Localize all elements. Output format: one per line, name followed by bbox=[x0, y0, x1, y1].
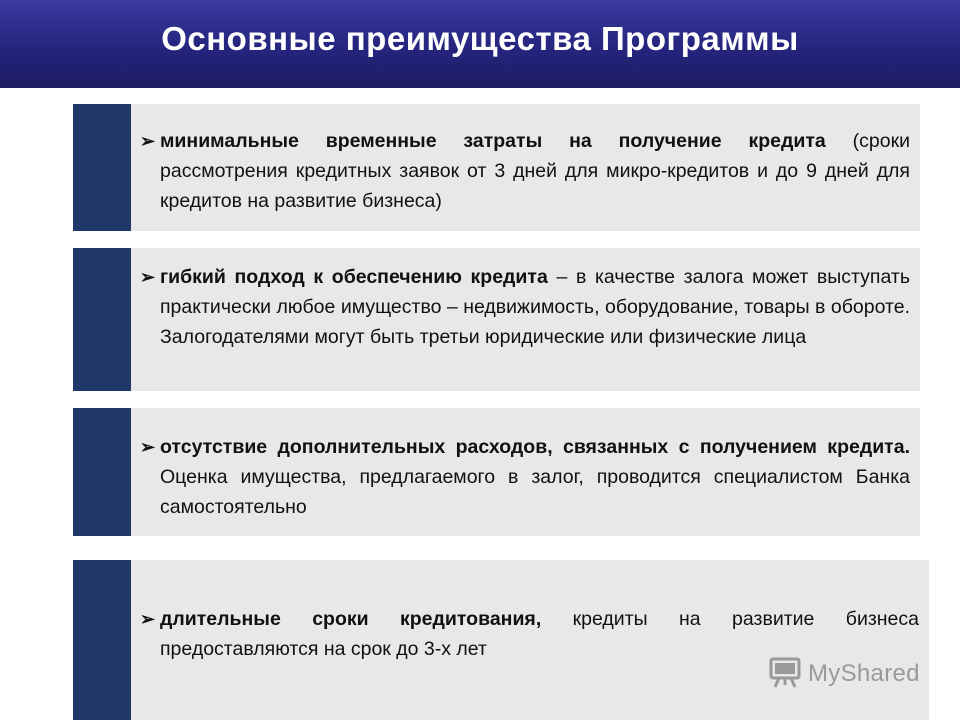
slide-title: Основные преимущества Программы bbox=[161, 20, 799, 57]
advantage-card-4 bbox=[73, 560, 929, 720]
card-accent-bar bbox=[73, 408, 131, 536]
advantage-heading-3: отсутствие дополнительных расходов, связанных с получением кредита. bbox=[160, 436, 910, 458]
bullet-arrow-icon: ➢ bbox=[140, 131, 156, 151]
watermark-text: MyShared bbox=[808, 660, 920, 687]
header-banner bbox=[0, 0, 960, 88]
advantage-card-1 bbox=[73, 104, 920, 231]
advantage-heading-2: гибкий подход к обеспечению кредита bbox=[160, 266, 548, 288]
bullet-arrow-icon: ➢ bbox=[140, 267, 156, 287]
advantage-text-3 bbox=[140, 432, 910, 522]
bullet-arrow-icon: ➢ bbox=[140, 437, 156, 457]
card-accent-bar bbox=[73, 560, 131, 720]
advantage-detail-3: Оценка имущества, предлагаемого в залог, проводится специалистом Банка самостоятельно bbox=[160, 466, 910, 518]
advantage-heading-4: длительные сроки кредитования, bbox=[160, 608, 542, 630]
advantage-card-2 bbox=[73, 248, 920, 391]
advantage-text-2 bbox=[140, 262, 910, 352]
card-accent-bar bbox=[73, 104, 131, 231]
presentation-board-icon bbox=[768, 655, 802, 694]
advantage-detail-2: – в качестве залога может выступать практически любое имущество – недвижимость, оборудование, товары в обороте. Залогодателями могут быть третьи юридические или физические лица bbox=[160, 266, 910, 348]
advantage-detail-1: (сроки рассмотрения кредитных заявок от 3 дней для микро-кредитов и до 9 дней для кредитов на развитие бизнеса) bbox=[160, 130, 910, 212]
myshared-watermark bbox=[768, 654, 920, 694]
advantage-card-3 bbox=[73, 408, 920, 536]
bullet-arrow-icon: ➢ bbox=[140, 609, 156, 629]
advantage-detail-4: кредиты на развитие бизнеса предоставляются на срок до 3-х лет bbox=[160, 608, 919, 660]
card-accent-bar bbox=[73, 248, 131, 391]
advantage-text-1 bbox=[140, 126, 910, 216]
advantage-heading-1: минимальные временные затраты на получение кредита bbox=[160, 130, 826, 152]
